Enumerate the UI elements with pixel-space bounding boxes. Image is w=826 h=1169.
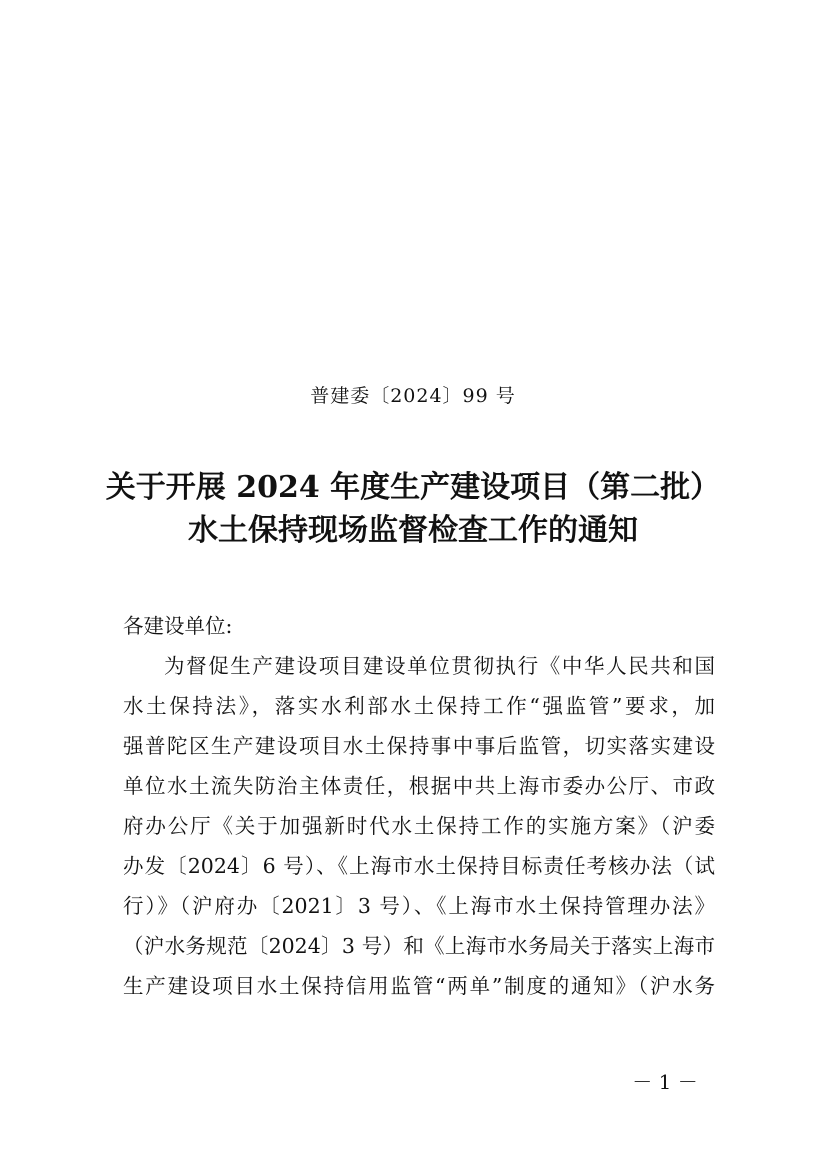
body-line: 单位水土流失防治主体责任，根据中共上海市委办公厅、市政 — [123, 774, 715, 798]
body-line: 水土保持法》，落实水利部水土保持工作“强监管”要求，加 — [123, 694, 715, 718]
document-number: 普建委〔2024〕99 号 — [310, 385, 516, 407]
body-line: 行）》（沪府办〔2021〕3 号）、《上海市水土保持管理办法》 — [123, 894, 715, 918]
body-line: 办发〔2024〕6 号）、《上海市水土保持目标责任考核办法（试 — [123, 854, 715, 878]
document-title — [40, 466, 786, 552]
page-number: － 1 － — [632, 1070, 698, 1094]
body-line: 为督促生产建设项目建设单位贯彻执行《中华人民共和国 — [164, 654, 715, 678]
title-line-1: 关于开展 2024 年度生产建设项目（第二批） — [105, 470, 721, 505]
salutation: 各建设单位: — [123, 614, 233, 638]
title-line-2: 水土保持现场监督检查工作的通知 — [188, 513, 638, 548]
body-line: （沪水务规范〔2024〕3 号）和《上海市水务局关于落实上海市 — [123, 934, 715, 958]
body-line: 强普陀区生产建设项目水土保持事中事后监管，切实落实建设 — [123, 734, 715, 758]
body-line: 府办公厅《关于加强新时代水土保持工作的实施方案》（沪委 — [123, 814, 715, 838]
body-line: 生产建设项目水土保持信用监管“两单”制度的通知》（沪水务 — [123, 974, 715, 998]
